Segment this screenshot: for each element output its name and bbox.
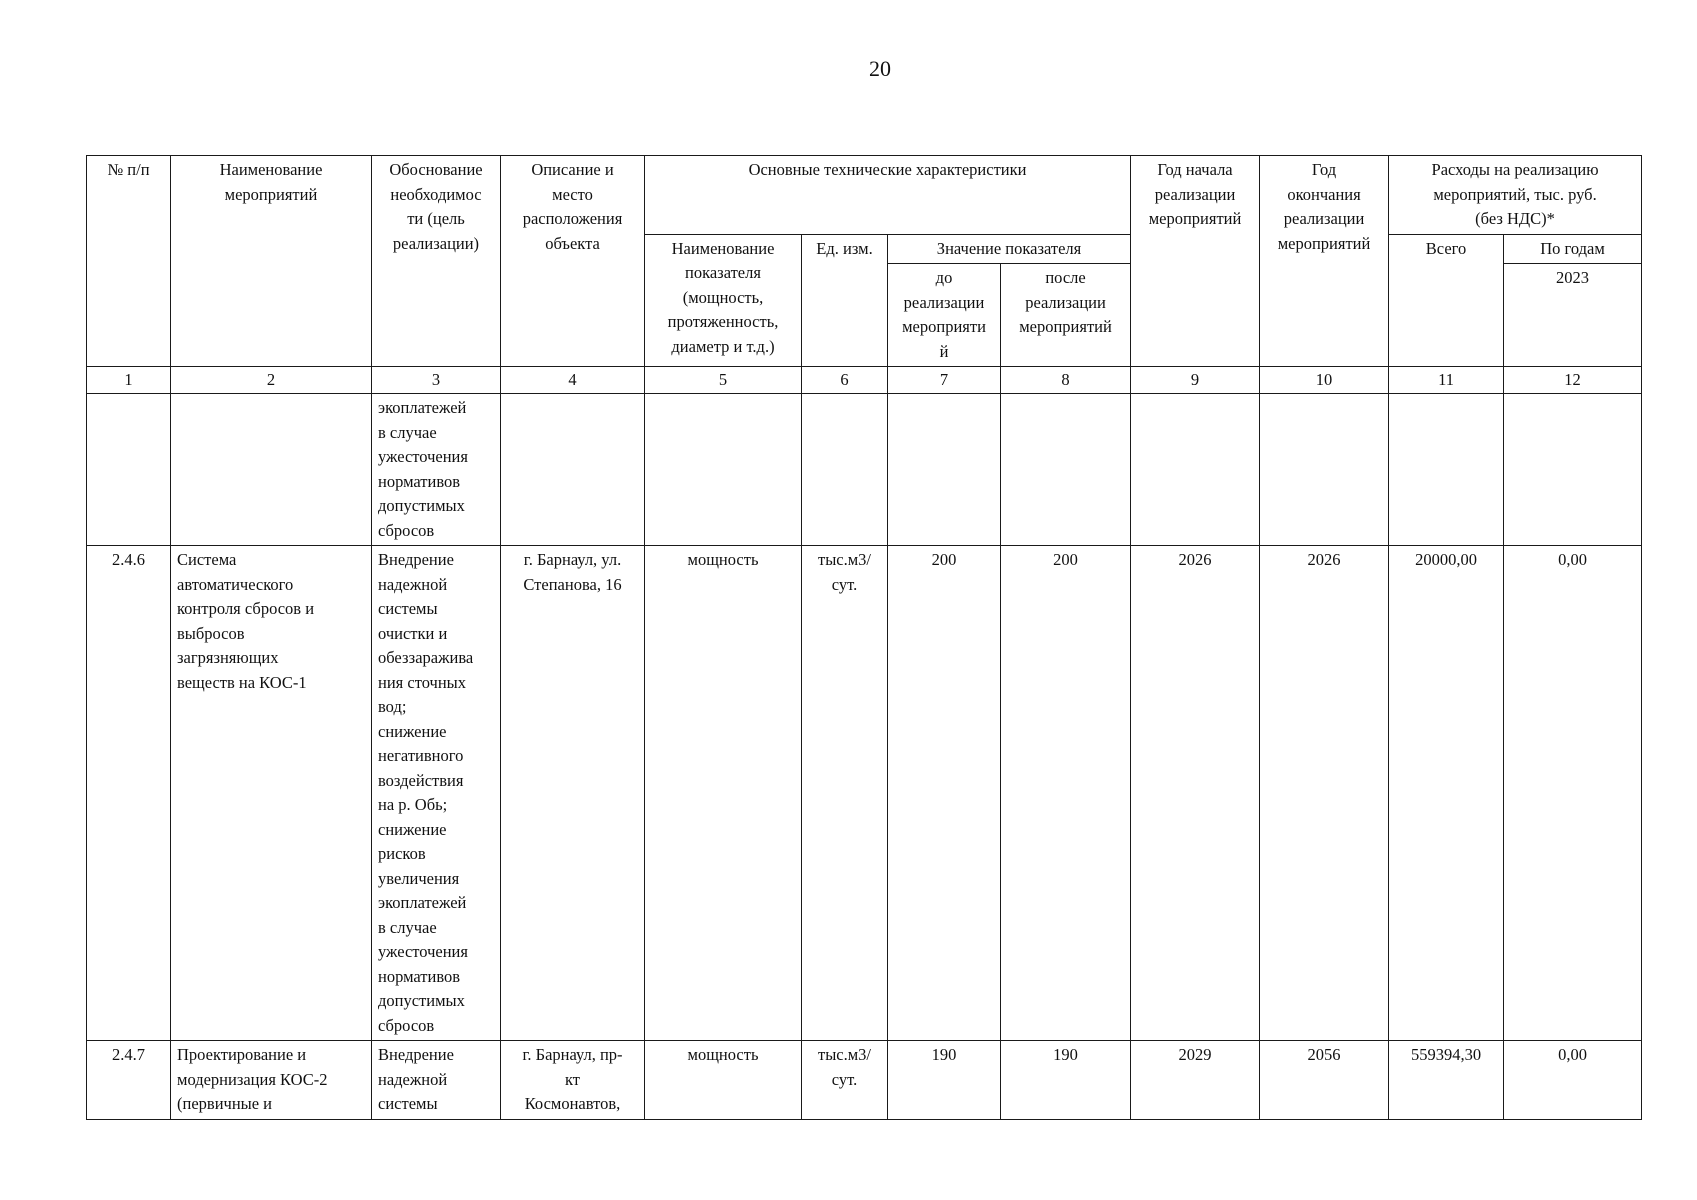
row-location: г. Барнаул, пр- кт Космонавтов,: [501, 1041, 645, 1120]
row-indicator: [645, 394, 802, 546]
header-after: после реализации мероприятий: [1001, 264, 1131, 367]
row-total: [1389, 394, 1504, 546]
row-after: 190: [1001, 1041, 1131, 1120]
column-number: 2: [171, 367, 372, 394]
header-name: Наименование мероприятий: [171, 156, 372, 367]
row-unit: тыс.м3/ сут.: [802, 1041, 888, 1120]
header-tech-characteristics: Основные технические характеристики: [645, 156, 1131, 235]
row-end-year: 2026: [1260, 546, 1389, 1041]
row-end-year: [1260, 394, 1389, 546]
header-year-2023: 2023: [1504, 264, 1642, 367]
row-before: 190: [888, 1041, 1001, 1120]
row-year-2023: 0,00: [1504, 1041, 1642, 1120]
column-number: 7: [888, 367, 1001, 394]
column-number: 10: [1260, 367, 1389, 394]
row-name: [171, 394, 372, 546]
row-total: 559394,30: [1389, 1041, 1504, 1120]
column-number: 12: [1504, 367, 1642, 394]
row-location: [501, 394, 645, 546]
column-number: 3: [372, 367, 501, 394]
row-after: [1001, 394, 1131, 546]
row-before: [888, 394, 1001, 546]
header-by-years: По годам: [1504, 234, 1642, 264]
row-end-year: 2056: [1260, 1041, 1389, 1120]
column-number-row: [87, 367, 1642, 394]
row-after: 200: [1001, 546, 1131, 1041]
row-before: 200: [888, 546, 1001, 1041]
row-year-2023: [1504, 394, 1642, 546]
header-justification: Обоснование необходимос ти (цель реализации): [372, 156, 501, 367]
row-name: Система автоматического контроля сбросов и выбросов загрязняющих веществ на КОС-1: [171, 546, 372, 1041]
header-start-year: Год начала реализации мероприятий: [1131, 156, 1260, 367]
row-year-2023: 0,00: [1504, 546, 1642, 1041]
row-number: [87, 394, 171, 546]
row-start-year: 2026: [1131, 546, 1260, 1041]
header-before: до реализации мероприяти й: [888, 264, 1001, 367]
header-costs: Расходы на реализацию мероприятий, тыс. руб. (без НДС)*: [1389, 156, 1642, 235]
column-number: 9: [1131, 367, 1260, 394]
header-number: № п/п: [87, 156, 171, 367]
table-row: [87, 394, 1642, 546]
column-number: 6: [802, 367, 888, 394]
header-location: Описание и место расположения объекта: [501, 156, 645, 367]
header-indicator: Наименование показателя (мощность, протяженность, диаметр и т.д.): [645, 234, 802, 367]
table-row: [87, 1041, 1642, 1120]
row-start-year: [1131, 394, 1260, 546]
row-unit: тыс.м3/ сут.: [802, 546, 888, 1041]
row-unit: [802, 394, 888, 546]
column-number: 1: [87, 367, 171, 394]
row-start-year: 2029: [1131, 1041, 1260, 1120]
row-justification: Внедрение надежной системы очистки и обеззаражива ния сточных вод; снижение негативного воздействия на р. Обь; снижение рисков увеличения экоплатежей в случае ужесточения нормативов допустимых сбросов: [372, 546, 501, 1041]
row-number: 2.4.7: [87, 1041, 171, 1120]
header-indicator-value: Значение показателя: [888, 234, 1131, 264]
column-number: 8: [1001, 367, 1131, 394]
row-total: 20000,00: [1389, 546, 1504, 1041]
row-number: 2.4.6: [87, 546, 171, 1041]
header-unit: Ед. изм.: [802, 234, 888, 367]
header-total: Всего: [1389, 234, 1504, 367]
row-indicator: мощность: [645, 1041, 802, 1120]
column-number: 4: [501, 367, 645, 394]
header-end-year: Год окончания реализации мероприятий: [1260, 156, 1389, 367]
column-number: 5: [645, 367, 802, 394]
column-number: 11: [1389, 367, 1504, 394]
investment-program-table: [86, 155, 1642, 1120]
row-location: г. Барнаул, ул. Степанова, 16: [501, 546, 645, 1041]
row-indicator: мощность: [645, 546, 802, 1041]
page-number: 20: [869, 56, 891, 81]
row-justification: Внедрение надежной системы: [372, 1041, 501, 1120]
table-row: [87, 546, 1642, 1041]
row-justification: экоплатежей в случае ужесточения нормативов допустимых сбросов: [372, 394, 501, 546]
row-name: Проектирование и модернизация КОС-2 (первичные и: [171, 1041, 372, 1120]
